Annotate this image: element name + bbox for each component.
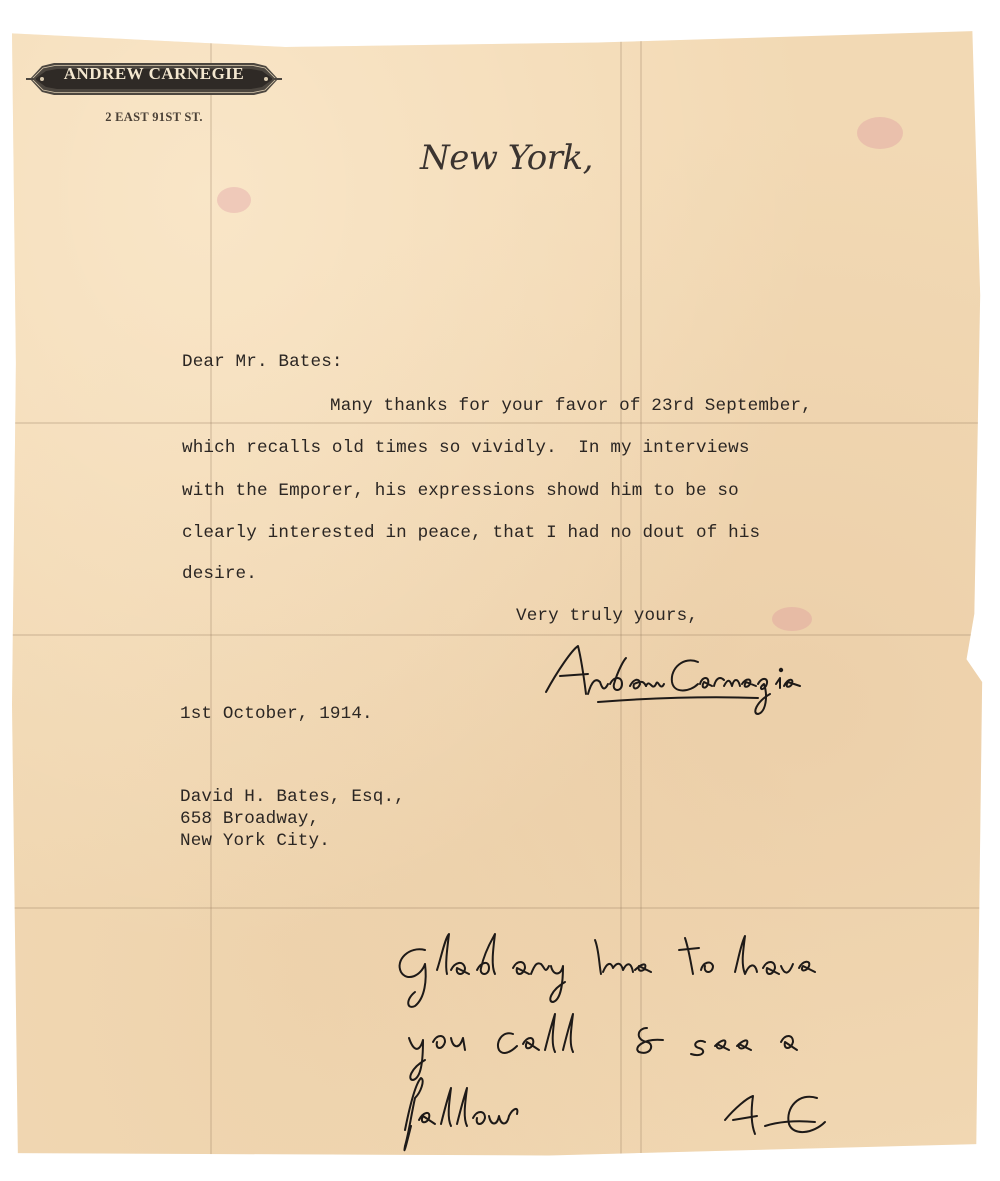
letterhead-name: ANDREW CARNEGIE bbox=[63, 64, 245, 83]
letterhead-address: 2 EAST 91ST ST. bbox=[105, 110, 203, 124]
stain bbox=[857, 117, 903, 149]
signature-icon bbox=[538, 640, 868, 720]
closing: Very truly yours, bbox=[516, 606, 699, 626]
body-line: Many thanks for your favor of 23rd September, bbox=[330, 396, 812, 416]
body-line: desire. bbox=[182, 564, 257, 584]
body-line: which recalls old times so vividly. In my interviews bbox=[182, 438, 750, 458]
fold-crease bbox=[12, 634, 988, 636]
recipient-street: 658 Broadway, bbox=[180, 809, 320, 829]
body-line: clearly interested in peace, that I had no dout of his bbox=[182, 523, 761, 543]
recipient-city: New York City. bbox=[180, 831, 330, 851]
recipient-name: David H. Bates, Esq., bbox=[180, 787, 405, 807]
date-line: 1st October, 1914. bbox=[180, 704, 373, 724]
letterhead bbox=[26, 54, 282, 130]
postscript-handwriting-icon bbox=[385, 920, 965, 1170]
fold-crease bbox=[12, 422, 988, 424]
fold-crease bbox=[12, 907, 988, 909]
stain bbox=[772, 607, 812, 631]
body-line: with the Emporer, his expressions showd him to be so bbox=[182, 481, 739, 501]
stain bbox=[217, 187, 251, 213]
place-line: New York, bbox=[420, 138, 593, 178]
salutation: Dear Mr. Bates: bbox=[182, 352, 343, 372]
fold-crease bbox=[210, 22, 212, 1160]
